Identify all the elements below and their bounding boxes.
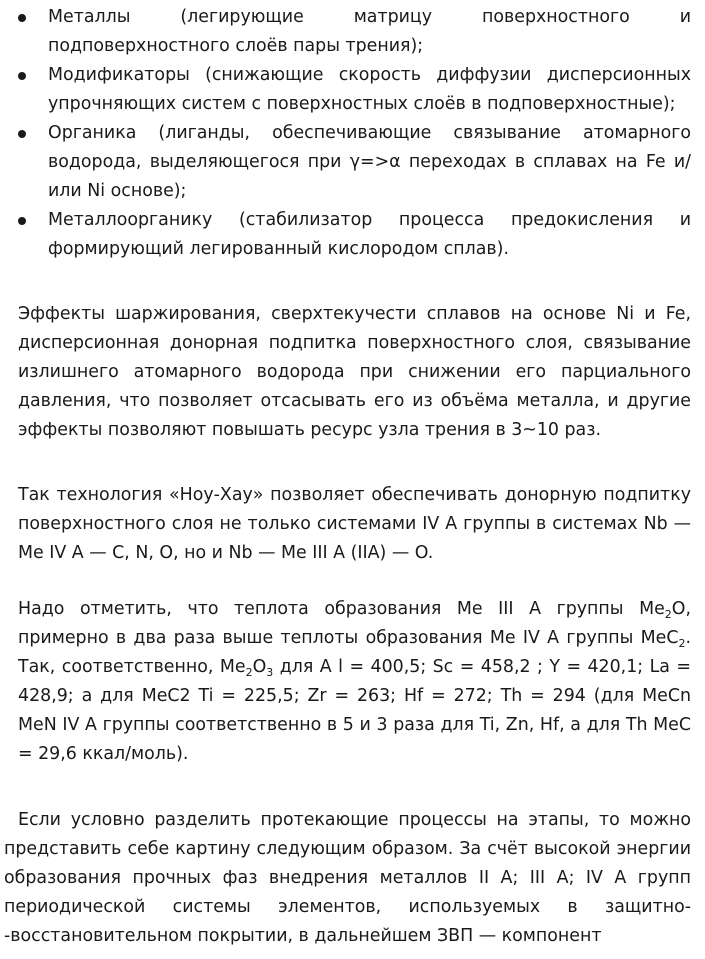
text-run: О: [252, 657, 267, 677]
paragraph-technology: Так технология «Ноу-Хау» позволяет обеспечивать донорную подпитку поверхностного слоя не только системами IV А группы в системах Nb — Me IV A — C, N, O, но и Nb — Me III A (IIA) — O.: [18, 485, 691, 563]
paragraph-process-stages: [4, 806, 691, 951]
list-item: [0, 119, 705, 206]
text-run: для А l = 400,5; Sc = 458,2 ; Y = 420,1; La = 428,9; а для МеС2 Ti = 225,5; Zr = 263; Hf = 272; Th = 294 (для MeCn MeN IV A группы соответственно в 5 и 3 раза для Ti, Zn, Hf, а для Th MeC = 29,6 ккал/моль).: [18, 657, 691, 764]
subscript: 2: [664, 608, 672, 621]
list-item: [0, 61, 705, 119]
text-run: . Так, соответственно, Ме: [18, 628, 691, 677]
bullet-icon: [18, 72, 26, 80]
text-run: -восстановительном покрытии, в дальнейшем ЗВП — компонент: [4, 926, 602, 946]
subscript: 3: [266, 666, 274, 679]
text-run: О, примерно в два раза выше теплоты образования Ме IV А группы МеС: [18, 599, 691, 648]
list-item-text: Металлы (легирующие матрицу поверхностного и подповерхностного слоёв пары трения);: [48, 7, 691, 56]
list-item-text: Металлоорганику (стабилизатор процесса предокисления и формирующий легированный кислородом сплав).: [48, 210, 691, 259]
list-item-text: Органика (лиганды, обеспечивающие связывание атомарного водорода, выделяющегося при γ=>α переходах в сплавах на Fe и/или Ni основе);: [48, 123, 691, 201]
list-item-text: Модификаторы (снижающие скорость диффузии дисперсионных упрочняющих систем с поверхностных слоёв в подповерхностные);: [48, 65, 691, 114]
list-item: [0, 206, 705, 264]
paragraph-effects: Эффекты шаржирования, сверхтекучести сплавов на основе Ni и Fe, дисперсионная донорная подпитка поверхностного слоя, связывание излишнего атомарного водорода при снижении его парциального давления, что позволяет отсасывать его из объёма металла, и другие эффекты позволяют повышать ресурс узла трения в 3~10 раз.: [18, 304, 691, 440]
component-list: [0, 3, 705, 264]
bullet-icon: [18, 14, 26, 22]
subscript: 2: [245, 666, 253, 679]
subscript: 2: [678, 637, 686, 650]
paragraph-formation-heat: [18, 595, 691, 769]
list-item: [0, 3, 705, 61]
text-run: Если условно разделить протекающие процессы на этапы, то можно представить себе картину следующим образом. За счёт высокой энергии образования прочных фаз внедрения металлов II А; III A; IV A групп периодической системы элементов, используемых в защитно-: [4, 810, 691, 917]
bullet-icon: [18, 217, 26, 225]
text-run: Надо отметить, что теплота образования Ме III А группы Ме: [18, 599, 665, 619]
bullet-icon: [18, 130, 26, 138]
